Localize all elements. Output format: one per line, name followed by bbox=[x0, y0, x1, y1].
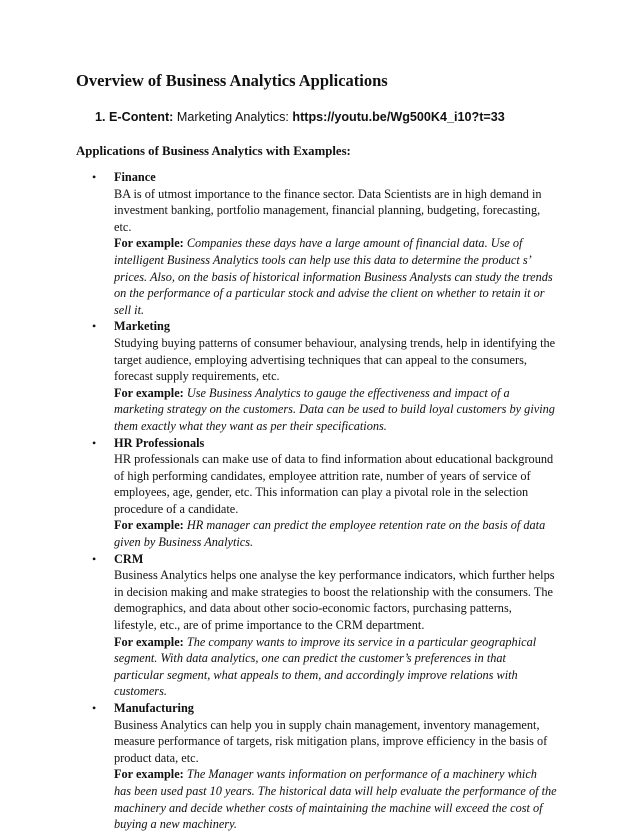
section-heading: HR Professionals bbox=[114, 435, 205, 450]
bullet-icon: • bbox=[92, 551, 97, 566]
section-body-line: procedure of a candidate. bbox=[114, 501, 239, 516]
example-text-line: customers. bbox=[114, 684, 167, 699]
example-text-line: prices. Also, on the basis of historical information Business Analysts can study the trends bbox=[114, 269, 553, 284]
example-text-line: has been used past 10 years. The historical data will help evaluate the performance of the bbox=[114, 783, 557, 798]
section-body-line: employees, age, gender, etc. This information can play a pivotal role in the selection bbox=[114, 485, 529, 500]
section-body-line: Business Analytics can help you in supply chain management, inventory management, bbox=[114, 717, 540, 732]
section-body-line: investment banking, portfolio management, financial planning, budgeting, forecasting, bbox=[114, 203, 541, 218]
econtent-link[interactable]: https://youtu.be/Wg500K4_i10?t=33 bbox=[292, 110, 505, 124]
example-text-line: intelligent Business Analytics tools can help use this data to determine the product s’ bbox=[114, 252, 532, 267]
section-heading: CRM bbox=[114, 551, 144, 566]
section-body-line: lifestyle, etc., are of prime importance to the CRM department. bbox=[114, 618, 425, 633]
example-text-line: them exactly what they want as per their specifications. bbox=[114, 418, 387, 433]
example-label: For example: bbox=[114, 518, 184, 533]
section-subtitle: Applications of Business Analytics with Examples: bbox=[76, 144, 351, 158]
section-heading: Finance bbox=[114, 170, 156, 184]
example-line bbox=[114, 517, 568, 534]
econtent-label: E-Content: bbox=[109, 110, 174, 124]
section-body-line: BA is of utmost importance to the finance sector. Data Scientists are in high demand in bbox=[114, 186, 542, 201]
section-heading: Marketing bbox=[114, 319, 171, 334]
bullet-icon: • bbox=[92, 319, 97, 334]
section-body-line: forecast supply requirements, etc. bbox=[114, 369, 280, 384]
section-body-line: demographics, and data about other socio-economic factors, purchasing patterns, bbox=[114, 601, 512, 616]
list-item bbox=[0, 318, 638, 434]
list-item bbox=[0, 700, 638, 833]
list-item bbox=[0, 551, 638, 700]
applications-list bbox=[0, 169, 638, 833]
section-body-line: etc. bbox=[114, 219, 132, 234]
example-label: For example: bbox=[114, 385, 184, 400]
bullet-icon: • bbox=[92, 435, 97, 450]
section-body-line: product data, etc. bbox=[114, 750, 199, 765]
list-item bbox=[0, 435, 638, 551]
example-text-line: segment. With data analytics, one can predict the customer’s preferences in that bbox=[114, 651, 506, 666]
econtent-text: Marketing Analytics: bbox=[176, 110, 289, 124]
example-text-line: particular segment, what appeals to them, and accordingly improve relations with bbox=[114, 667, 518, 682]
example-label: For example: bbox=[114, 634, 184, 649]
section-body-line: Studying buying patterns of consumer behaviour, analysing trends, help in identifying the bbox=[114, 335, 556, 350]
section-body-line: of high performing candidates, employee attrition rate, number of years of service of bbox=[114, 468, 531, 483]
example-label: For example: bbox=[114, 767, 184, 782]
example-label: For example: bbox=[114, 236, 184, 251]
document-title: Overview of Business Analytics Applications bbox=[76, 71, 388, 90]
example-text-line: buying a new machinery. bbox=[114, 817, 237, 832]
section-body-line: HR professionals can make use of data to find information about educational background bbox=[114, 452, 554, 467]
econtent-reference bbox=[95, 110, 505, 124]
example-line bbox=[114, 235, 568, 252]
bullet-icon: • bbox=[92, 701, 97, 715]
econtent-number: 1. bbox=[95, 110, 106, 124]
bullet-icon: • bbox=[92, 170, 97, 184]
section-body-line: target audience, employing advertising techniques that can appeal to the consumers, bbox=[114, 352, 527, 367]
example-text: Companies these days have a large amount of financial data. Use of bbox=[186, 236, 523, 251]
example-text: HR manager can predict the employee retention rate on the basis of data bbox=[186, 518, 546, 533]
example-text-line: on the performance of a particular stock and advise the client on whether to retain it or bbox=[114, 286, 545, 301]
example-line bbox=[114, 766, 568, 783]
section-heading: Manufacturing bbox=[114, 701, 194, 715]
example-line bbox=[114, 385, 568, 402]
example-text: The Manager wants information on performance of a machinery which bbox=[186, 767, 537, 782]
example-text: Use Business Analytics to gauge the effectiveness and impact of a bbox=[186, 385, 510, 400]
example-text: The company wants to improve its service in a particular geographical bbox=[186, 634, 537, 649]
example-text-line: machinery and decide whether costs of maintaining the machine will exceed the cost of bbox=[114, 800, 543, 815]
example-text-line: marketing strategy on the customers. Data can be used to build loyal customers by giving bbox=[114, 402, 555, 417]
list-item bbox=[0, 169, 638, 318]
example-line bbox=[114, 634, 568, 651]
section-body-line: measure performance of targets, risk mitigation plans, improve efficiency in the basis of bbox=[114, 734, 548, 749]
example-text-line: given by Business Analytics. bbox=[114, 535, 254, 550]
example-text-line: sell it. bbox=[114, 302, 145, 317]
section-body-line: Business Analytics helps one analyse the key performance indicators, which further helps bbox=[114, 568, 555, 583]
section-body-line: in decision making and make strategies to boost the relationship with the consumers. The bbox=[114, 584, 553, 599]
